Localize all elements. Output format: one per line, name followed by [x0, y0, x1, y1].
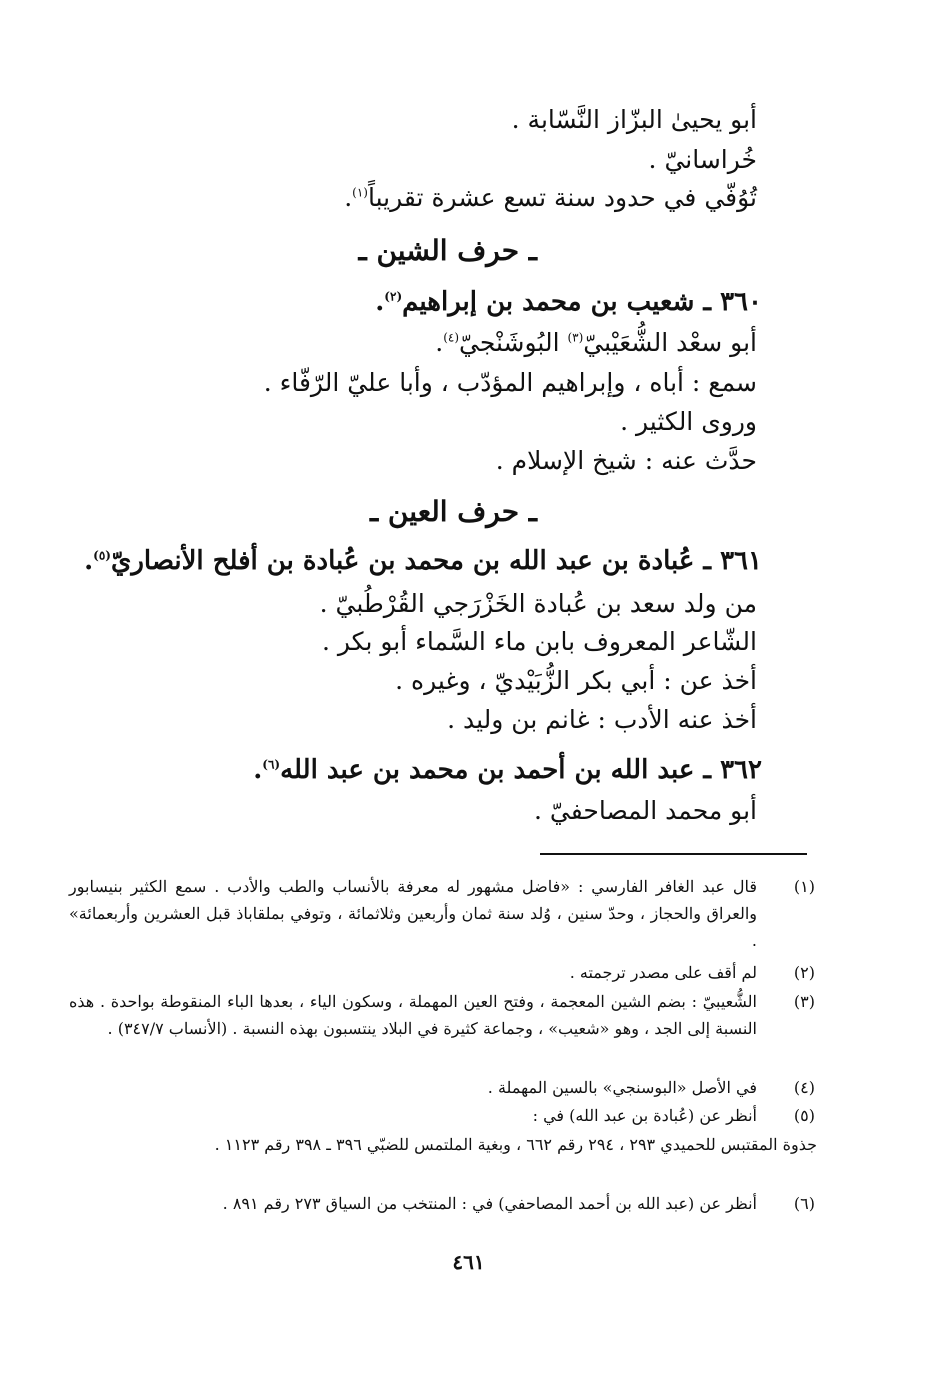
footnote-number: (٢): [793, 963, 815, 982]
body-line: من ولد سعد بن عُبادة الخَزْرَجي القُرْطُبيّ .: [319, 589, 757, 618]
footnote-text: قال عبد الغافر الفارسي : «فاضل مشهور له معرفة بالأنساب والطب والأدب . سمع الكثير بنيسابور والعراق والحجاز ، وحدّ سنين ، وُلد سنة ثمان وأربعين وثلاثمائة ، وتوفي بملقاباذ قبل العشرين وأربعمائة» .: [69, 877, 758, 950]
footnote-number: (٤): [793, 1078, 815, 1097]
entry-title-360: [375, 284, 762, 320]
entry-title-361: [84, 543, 762, 579]
body-line: وروى الكثير .: [620, 407, 757, 436]
footnote-text: الشُّعيبيّ : بضم الشين المعجمة ، وفتح العين المهملة ، وسكون الياء ، بعدها الباء المنقوطة بواحدة . هذه النسبة إلى الجد ، وهو «شعيب» ، وجماعة كثيرة في البلاد ينتسبون بهذه النسبة . (الأنساب ٣٤٧/٧) .: [69, 992, 757, 1038]
body-line: سمع : أباه ، وإبراهيم المؤدّب ، وأبا عليّ الرّفّاء .: [263, 368, 757, 397]
body-line-text: أبو سعْد الشُّعَيْبيّ: [583, 328, 757, 357]
footnote-number: (٦): [793, 1194, 815, 1213]
entry-title-text: ٣٦٢ ـ عبد الله بن أحمد بن محمد بن عبد الله: [280, 755, 762, 785]
footnote-ref: (٥): [93, 548, 111, 563]
body-line: [344, 181, 757, 215]
body-line: أخذ عن : أبي بكر الزُّبَيْديّ ، وغيره .: [395, 666, 757, 695]
footnote-ref: (٢): [384, 289, 403, 304]
body-line-text: البُوشَنْجيّ: [459, 328, 568, 357]
body-line: أبو يحيىٰ البزّاز النَّسّابة .: [511, 105, 757, 134]
body-line-text: تُوُفّي في حدود سنة تسع عشرة تقريباً: [367, 183, 757, 212]
page-number: ٤٦١: [452, 1250, 485, 1274]
entry-title-text: ٣٦٠ ـ شعيب بن محمد بن إبراهيم: [402, 287, 762, 317]
footnote-divider: [540, 853, 807, 855]
footnote-number: (١): [793, 877, 815, 896]
footnote-text: لم أقف على مصدر ترجمته .: [569, 963, 757, 982]
body-line: أخذ عنه الأدب : غانم بن وليد .: [447, 705, 757, 734]
footnote-text: أنظر عن (عبد الله بن أحمد المصاحفي) في : المنتخب من السياق ٢٧٣ رقم ٨٩١ .: [222, 1194, 757, 1213]
body-line: [435, 326, 757, 360]
footnote-ref: (٦): [262, 757, 281, 772]
footnote-number: (٣): [793, 992, 815, 1011]
body-line: حدَّث عنه : شيخ الإسلام .: [495, 446, 757, 475]
section-heading-shin: ـ حرف الشين ـ: [358, 234, 537, 267]
entry-title-362: [253, 752, 762, 788]
footnote-ref: (٤): [443, 330, 460, 345]
entry-title-text: ٣٦١ ـ عُبادة بن عبد الله بن محمد بن عُبادة بن أفلح الأنصاريّ: [110, 546, 762, 576]
body-line: خُراسانيّ .: [648, 145, 757, 174]
footnote-ref: (١): [352, 185, 368, 200]
line-end: .: [435, 328, 444, 357]
line-end: .: [253, 755, 263, 785]
section-heading-ain: ـ حرف العين ـ: [369, 495, 537, 528]
line-end: .: [84, 546, 94, 576]
footnote-text: في الأصل «البوسنجي» بالسين المهملة .: [487, 1078, 757, 1097]
footnote-text: أنظر عن (عُبادة بن عبد الله) في :: [532, 1106, 757, 1125]
footnote-number: (٥): [793, 1106, 815, 1125]
line-end: .: [375, 287, 385, 317]
line-end: .: [344, 183, 353, 212]
footnote-ref: (٣): [567, 330, 584, 345]
footnote-continuation: جذوة المقتبس للحميدي ٢٩٣ ، ٢٩٤ رقم ٦٦٢ ، وبغية الملتمس للضبّي ٣٩٦ ـ ٣٩٨ رقم ١١٢٣ .: [214, 1135, 817, 1154]
body-line: أبو محمد المصاحفيّ .: [534, 796, 757, 825]
body-line: الشّاعر المعروف بابن ماء السَّماء أبو بكر .: [321, 627, 757, 656]
